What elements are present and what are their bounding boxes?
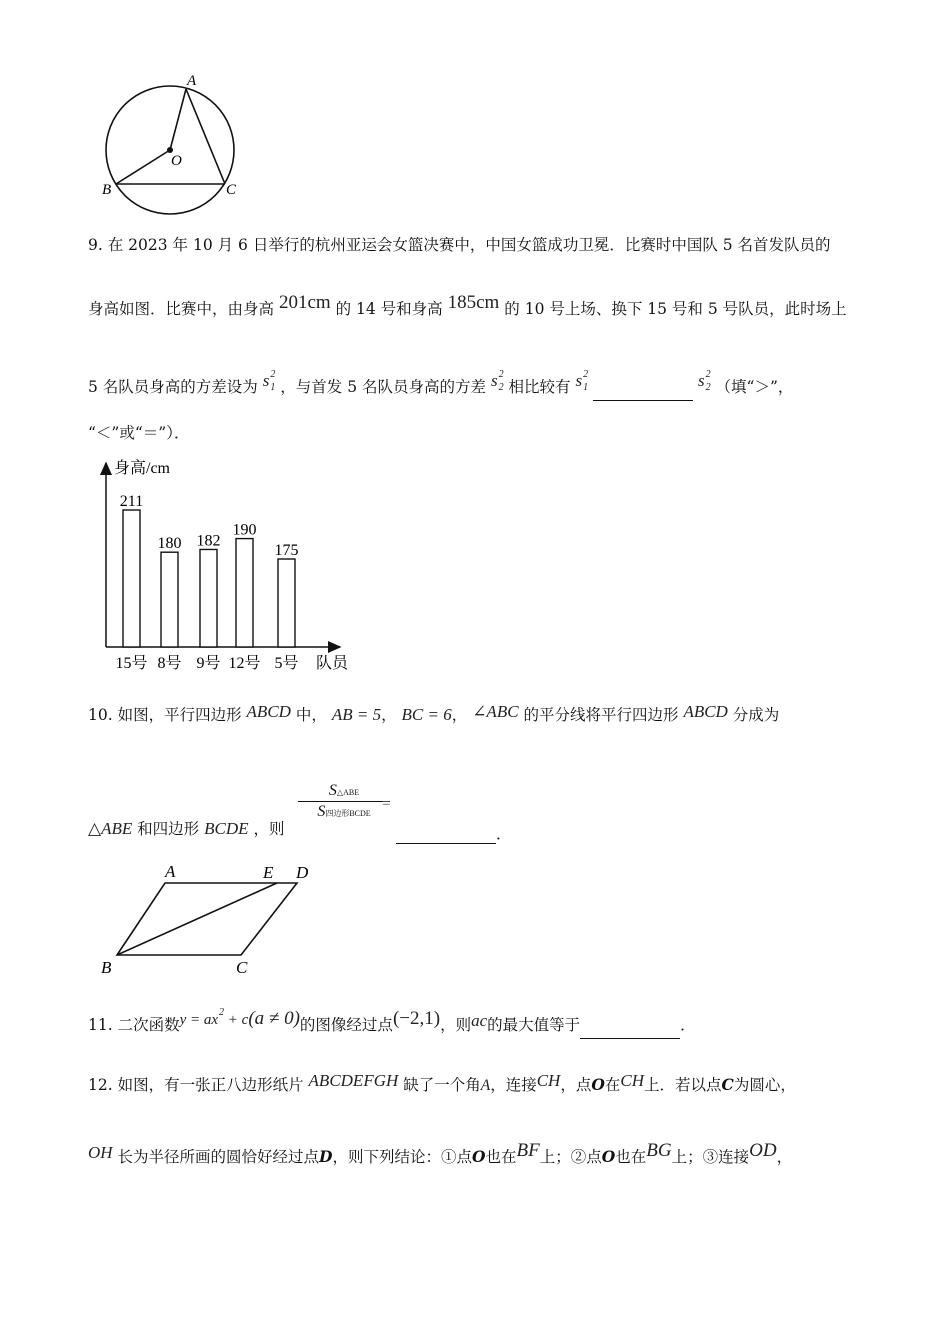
fraction-bar: [298, 801, 390, 802]
q10-text-1a: 如图，平行四边形: [117, 706, 242, 724]
q9-text-2a: 身高如图．比赛中，由身高: [88, 300, 275, 318]
segment-ac: [186, 89, 225, 184]
category-label: 5号: [274, 655, 299, 672]
q9-text-4: “＜”或“＝”）．: [88, 424, 190, 442]
circle-figure: [95, 70, 255, 220]
q10-line2: [88, 818, 284, 840]
q10-text-2b: ，则: [253, 820, 285, 838]
bar-8号: [161, 552, 178, 647]
q9-line4: [88, 422, 189, 444]
q11-number: 11.: [88, 1016, 113, 1034]
q12-text-2c: 也在: [485, 1148, 517, 1166]
x-axis-label: 队员: [316, 655, 349, 672]
bar-15号: [123, 510, 140, 647]
s2-squared-compare: $s^2_2$: [697, 369, 711, 393]
q12-text-2b: ，则下列结论：①点: [332, 1148, 472, 1166]
ab-length: AB = 5: [331, 705, 382, 724]
q10-text-1c: 的平分线将平行四边形: [523, 706, 679, 724]
q11-text-b: 的图像经过点: [299, 1016, 393, 1034]
y-axis-label: 身高/cm: [114, 460, 170, 477]
segment-ch-2: CH: [620, 1071, 644, 1090]
bar-value-label: 180: [157, 535, 182, 553]
segment-bg: BG: [646, 1140, 672, 1161]
label-c: C: [226, 182, 237, 198]
q12-text-2f: ，: [776, 1148, 793, 1166]
segment-oh: OH: [88, 1143, 113, 1162]
q12-line1: [88, 1071, 796, 1097]
segment-ob: [116, 150, 170, 184]
q12-line2: [88, 1140, 793, 1168]
label-b: B: [101, 958, 112, 977]
category-label: 15号: [115, 655, 148, 672]
segment-ch: CH: [536, 1071, 561, 1090]
bar-value-label: 211: [119, 493, 144, 510]
q9-line1: [88, 234, 831, 256]
label-d: D: [296, 863, 309, 882]
q12-text-2a: 长为半径所画的圆恰好经过点: [117, 1148, 320, 1166]
segment-od: OD: [749, 1140, 777, 1161]
q12-text-1a: 如图，有一张正八边形纸片: [117, 1076, 304, 1094]
equals-sign: =: [382, 796, 391, 812]
q12-text-1d: ，点: [560, 1076, 592, 1094]
segment-oa: [170, 89, 186, 150]
quadratic-function: $y = ax^2 + c(a \ne 0)$: [179, 1007, 300, 1029]
q10-line1: [88, 704, 779, 726]
octagon-name: ABCDEFGH: [308, 1071, 399, 1090]
category-label: 12号: [228, 655, 261, 672]
q12-number: 12.: [88, 1076, 113, 1094]
q10-answer: [396, 822, 512, 844]
q9-text-2b: 的 14 号和身高: [335, 300, 443, 318]
q10-number: 10.: [88, 706, 113, 724]
bar-value-label: 175: [274, 542, 299, 559]
bar-9号: [200, 549, 217, 647]
answer-blank-q11[interactable]: [580, 1020, 680, 1039]
category-label: 8号: [157, 655, 182, 672]
answer-blank-q9[interactable]: [593, 382, 693, 401]
q9-number: 9.: [88, 236, 103, 254]
q10-text-1d: 分成为: [732, 706, 780, 724]
q12-text-1e: 在: [604, 1076, 621, 1094]
q10-comma-2: ，: [451, 706, 468, 724]
q12-text-1b: 缺了一个角: [403, 1076, 481, 1094]
bar-value-label: 182: [196, 532, 221, 550]
q10-text-1b: 中，: [295, 706, 327, 724]
parallelogram: [117, 883, 297, 955]
q12-text-2e: 上；③连接: [671, 1148, 750, 1166]
q12-text-1g: 为圆心，: [733, 1076, 796, 1094]
bcde-name: BCDE: [204, 819, 249, 838]
point-o: O: [591, 1075, 605, 1094]
q9-line3: [88, 369, 794, 401]
point-o-3: O: [601, 1147, 616, 1166]
s1-squared: $s^2_1$: [262, 369, 276, 393]
q12-text-1f: 上．若以点: [644, 1076, 722, 1094]
bc-length: BC = 6: [401, 705, 452, 724]
corner-a: A: [480, 1077, 491, 1094]
q9-line2: [88, 292, 847, 320]
category-label: 9号: [196, 655, 221, 672]
bar-5号: [278, 559, 295, 647]
q11-text-d: 的最大值等于: [487, 1016, 581, 1034]
answer-blank-q10[interactable]: [396, 825, 496, 844]
q11-period: ．: [680, 1016, 696, 1034]
fraction-denominator: S四边形BCDE: [317, 803, 371, 820]
q10-period: ．: [496, 825, 512, 843]
fraction-numerator: S△ABE: [328, 782, 360, 799]
s2-squared: $s^2_2$: [490, 369, 504, 393]
q11-text-c: ，则: [440, 1016, 472, 1034]
area-ratio-fraction: [298, 782, 390, 821]
q12-text-1c: ，连接: [490, 1076, 537, 1094]
q10-comma: ，: [381, 706, 397, 724]
q11-line: [88, 1007, 696, 1039]
q11-text-a: 二次函数: [117, 1016, 180, 1034]
parallelogram-figure: [95, 858, 335, 983]
q9-text-1: 在 2023 年 10 月 6 日举行的杭州亚运会女篮决赛中，中国女篮成功卫冕．比赛时中国队 5 名首发队员的: [107, 236, 831, 254]
point-coordinates: (−2,1): [392, 1008, 441, 1029]
label-a: A: [187, 73, 197, 89]
q9-text-3b: ，与首发 5 名队员身高的方差: [280, 378, 487, 396]
q9-text-3a: 5 名队员身高的方差设为: [88, 378, 258, 396]
label-c: C: [236, 958, 248, 977]
q9-text-3c: 相比较有: [508, 378, 571, 396]
s1-squared-compare: $s^2_1$: [575, 369, 589, 393]
height-185: 185cm: [447, 292, 500, 313]
bar-12号: [236, 539, 253, 647]
label-a: A: [165, 862, 176, 881]
segment-bf: BF: [516, 1140, 540, 1161]
q9-text-3d: （填“＞”，: [715, 378, 794, 396]
triangle-abe: △ABE: [88, 819, 133, 838]
q9-text-2c: 的 10 号上场、换下 15 号和 5 号队员，此时场上: [504, 300, 847, 318]
q12-text-2d: 上；②点: [539, 1148, 602, 1166]
angle-abc: ∠ABC: [472, 702, 519, 721]
height-201: 201cm: [278, 292, 331, 313]
point-c: C: [721, 1075, 734, 1094]
height-bar-chart: [90, 455, 370, 680]
abcd-name-2: ABCD: [683, 702, 728, 721]
q10-text-2a: 和四边形: [137, 820, 200, 838]
q12-text-2c-2: 也在: [615, 1148, 647, 1166]
point-o-2: O: [471, 1147, 486, 1166]
bar-value-label: 190: [232, 521, 257, 539]
ac-product: ac: [471, 1011, 488, 1030]
point-d: D: [319, 1147, 333, 1166]
abcd-name: ABCD: [246, 702, 291, 721]
label-o: O: [171, 153, 182, 169]
label-b: B: [102, 182, 112, 198]
label-e: E: [263, 863, 274, 882]
